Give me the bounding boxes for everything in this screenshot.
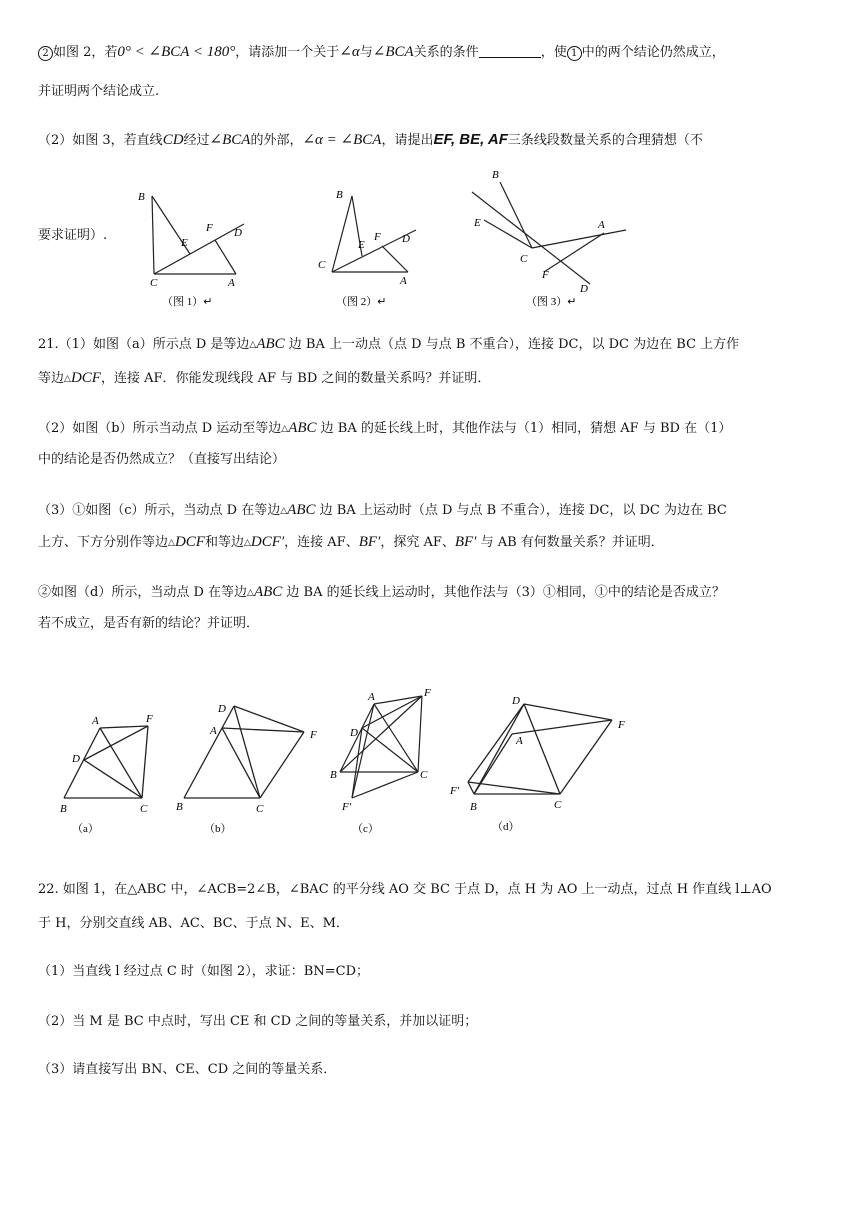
figa-label-f: F (146, 713, 153, 725)
figb-label-c: C (256, 803, 264, 815)
figc-label-c: C (420, 769, 428, 781)
figd-label-c: C (554, 799, 562, 811)
fig1-label-d: D (234, 227, 242, 239)
fig1-label-e: E (181, 237, 188, 249)
q20-part2-line1: 2 如图 2，若0° < ∠BCA < 180°，请添加一个关于∠α与∠BCA关系的条件 ，使 1 中的两个结论仍然成立， (38, 42, 830, 63)
fig2-label-a: A (400, 275, 407, 287)
fig2-label-f: F (374, 231, 381, 243)
fig2-label-d: D (402, 233, 410, 245)
figd-label-f: F (618, 719, 625, 731)
figd-label-a: A (516, 735, 523, 747)
figure-2 (306, 180, 436, 310)
angle-range: 0° < ∠BCA < 180° (117, 44, 236, 60)
figa-label-a: A (92, 715, 99, 727)
figb-caption: （b） (204, 823, 232, 835)
fig1-label-b: B (138, 191, 145, 203)
answer-blank[interactable] (479, 43, 541, 58)
figc-label-b: B (330, 769, 337, 781)
figure-d (440, 690, 640, 840)
fig2-label-b: B (336, 189, 343, 201)
figc-label-f: F (424, 687, 431, 699)
q22-line3: （1）当直线 l 经过点 C 时（如图 2），求证：BN=CD； (38, 964, 369, 979)
q22-line4: （2）当 M 是 BC 中点时，写出 CE 和 CD 之间的等量关系，并加以证明； (38, 1014, 478, 1029)
q21-line4: 中的结论是否仍然成立？（直接写出结论） (38, 452, 286, 467)
fig2-label-e: E (358, 239, 365, 251)
figa-label-d: D (72, 753, 80, 765)
q21-line7: ②如图（d）所示，当动点 D 在等边△ABC 边 BA 的延长线上运动时，其他作法与（3）①相同，①中的结论是否成立？ (38, 584, 725, 600)
fig3-label-b: B (492, 169, 499, 181)
q21-line8: 若不成立，是否有新的结论？并证明． (38, 616, 260, 631)
figure-1 (130, 180, 260, 310)
fig1-label-a: A (228, 277, 235, 289)
fig2-label-c: C (318, 259, 326, 271)
figure-a (50, 700, 170, 840)
fig1-label-c: C (150, 277, 158, 289)
circled-number: 2 (38, 46, 53, 61)
figd-label-fprime: F′ (450, 785, 460, 797)
figa-caption: （a） (72, 823, 99, 835)
fig3-label-f: F (542, 269, 549, 281)
figc-caption: （c） (352, 823, 379, 835)
figa-label-b: B (60, 803, 67, 815)
figc-label-a: A (368, 691, 375, 703)
q21-line3: （2）如图（b）所示当动点 D 运动至等边△ABC 边 BA 的延长线上时，其他作法与（1）相同，猜想 AF 与 BD 在（1） (38, 420, 732, 436)
figb-label-f: F (310, 729, 317, 741)
figb-label-a: A (210, 725, 217, 737)
q20-part2-line2: 并证明两个结论成立. (38, 84, 160, 99)
fig3-caption: （图 3）↵ (526, 296, 577, 308)
circled-reference: 1 (567, 46, 582, 61)
q22-line2: 于 H，分别交直线 AB、AC、BC、于点 N、E、M． (38, 916, 349, 931)
fig1-caption: （图 1）↵ (162, 296, 213, 308)
figure-c (322, 686, 442, 840)
fig2-caption: （图 2）↵ (336, 296, 387, 308)
fig3-label-a: A (598, 219, 605, 231)
figd-label-b: B (470, 801, 477, 813)
q20-part3-line2: 要求证明）. (38, 228, 108, 243)
figd-label-d: D (512, 695, 520, 707)
fig3-label-e: E (474, 217, 481, 229)
figure-b (172, 694, 332, 840)
fig3-label-c: C (520, 253, 528, 265)
figc-label-d: D (350, 727, 358, 739)
figb-label-d: D (218, 703, 226, 715)
figb-label-b: B (176, 801, 183, 813)
q22-line1: 22. 如图 1，在△ABC 中，∠ACB=2∠B，∠BAC 的平分线 AO 交 BC 于点 D，点 H 为 AO 上一动点，过点 H 作直线 l⊥AO (38, 882, 772, 897)
fig3-label-d: D (580, 283, 588, 295)
figd-caption: （d） (492, 821, 520, 833)
q21-line1: 21.（1）如图（a）所示点 D 是等边△ABC 边 BA 上一动点（点 D 与点 B 不重合），连接 DC，以 DC 为边在 BC 上方作 (38, 336, 740, 352)
figa-label-c: C (140, 803, 148, 815)
q21-line5: （3）①如图（c）所示，当动点 D 在等边△ABC 边 BA 上运动时（点 D 与点 B 不重合），连接 DC，以 DC 为边在 BC (38, 502, 727, 518)
q20-part3-line1: （2）如图 3，若直线CD经过∠BCA的外部，∠α = ∠BCA，请提出EF, BE, AF三条线段数量关系的合理猜想（不 (38, 131, 703, 148)
q22-line5: （3）请直接写出 BN、CE、CD 之间的等量关系． (38, 1062, 337, 1077)
figc-label-fprime: F′ (342, 801, 352, 813)
q21-line2: 等边△DCF，连接 AF．你能发现线段 AF 与 BD 之间的数量关系吗？并证明． (38, 370, 491, 386)
figure-3 (464, 160, 644, 310)
q21-line6: 上方、下方分别作等边△DCF和等边△DCF′，连接 AF、BF′，探究 AF、BF′ 与 AB 有何数量关系？并证明． (38, 534, 664, 550)
fig1-label-f: F (206, 222, 213, 234)
